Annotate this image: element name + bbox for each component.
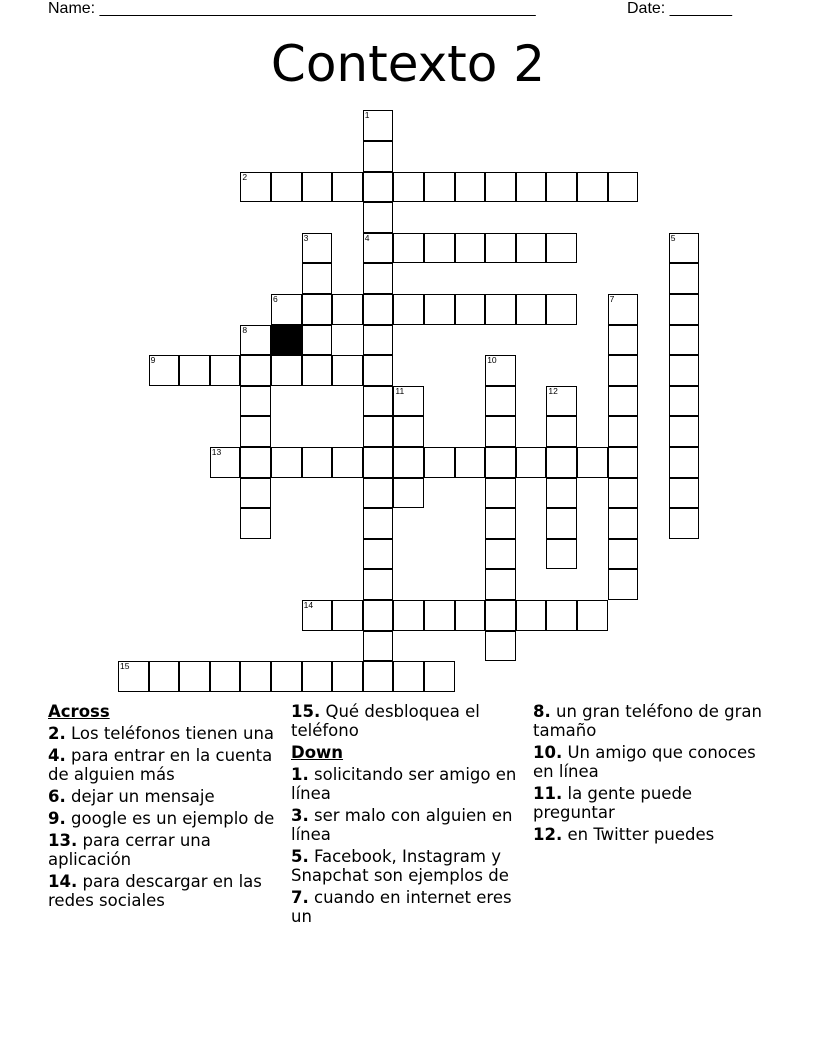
across-clue [48,831,278,869]
clue-text: Un amigo que conoces en línea [533,743,756,781]
across-clue [48,746,278,784]
grid-cell[interactable] [363,172,394,203]
grid-cell[interactable] [332,600,363,631]
grid-cell[interactable] [424,294,455,325]
cell-number: 15 [120,661,130,672]
clue-text: en Twitter puedes [567,825,715,844]
across-clue [48,809,278,828]
grid-cell[interactable] [455,447,486,478]
clue-text: Facebook, Instagram y Snapchat son ejemplos de [291,847,509,885]
clue-text: un gran teléfono de gran tamaño [533,702,762,740]
grid-cell[interactable] [210,661,241,692]
page-title: Contexto 2 [270,35,546,93]
cell-number: 11 [395,385,405,396]
grid-cell[interactable] [271,447,302,478]
grid-cell[interactable] [332,447,363,478]
grid-cell[interactable] [608,172,639,203]
clue-text: dejar un mensaje [71,787,215,806]
clue-number: 5. [291,847,309,866]
cell-number: 14 [303,600,314,610]
down-clue [291,765,521,803]
grid-cell[interactable] [393,416,424,447]
grid-cell[interactable] [669,325,700,356]
clue-number: 15. [291,702,321,721]
grid-cell[interactable] [240,325,271,356]
grid-cell[interactable] [179,661,210,692]
grid-cell[interactable] [485,172,516,203]
grid-cell[interactable] [608,447,639,478]
grid-cell[interactable] [332,355,363,386]
across-clue [48,787,278,806]
grid-cell[interactable] [363,478,394,509]
grid-cell[interactable] [332,294,363,325]
blocked-cell [271,325,302,356]
grid-cell[interactable] [669,263,700,294]
grid-cell[interactable] [577,447,608,478]
grid-cell[interactable] [363,325,394,356]
grid-cell[interactable] [485,355,516,386]
grid-cell[interactable] [424,447,455,478]
grid-cell[interactable] [240,386,271,417]
grid-cell[interactable] [302,325,333,356]
grid-cell[interactable] [455,294,486,325]
grid-cell[interactable] [546,172,577,203]
grid-cell[interactable] [302,600,333,631]
grid-cell[interactable] [485,631,516,662]
grid-cell[interactable] [577,600,608,631]
grid-cell[interactable] [302,447,333,478]
grid-cell[interactable] [240,416,271,447]
grid-cell[interactable] [669,416,700,447]
grid-cell[interactable] [424,600,455,631]
clue-text: para cerrar una aplicación [48,831,211,869]
grid-cell[interactable] [210,355,241,386]
clue-text: Los teléfonos tienen una [71,724,275,743]
grid-cell[interactable] [669,478,700,509]
grid-cell[interactable] [179,355,210,386]
grid-cell[interactable] [485,294,516,325]
down-clue [533,743,763,781]
grid-cell[interactable] [149,661,180,692]
grid-cell[interactable] [332,172,363,203]
grid-cell[interactable] [393,661,424,692]
grid-cell[interactable] [393,386,424,417]
clue-number: 9. [48,809,66,828]
grid-cell[interactable] [608,325,639,356]
grid-cell[interactable] [210,447,241,478]
grid-cell[interactable] [669,355,700,386]
clues-column-2 [291,702,521,929]
name-field[interactable]: Name: _________________________________________________ [48,0,536,17]
across-heading: Across [48,702,110,721]
grid-cell[interactable] [271,355,302,386]
clues-column-1 [48,702,278,913]
grid-cell[interactable] [608,478,639,509]
grid-cell[interactable] [393,478,424,509]
grid-cell[interactable] [363,508,394,539]
down-clue [533,702,763,740]
cell-number: 5 [670,232,676,243]
grid-cell[interactable] [424,661,455,692]
clue-text: para descargar en las redes sociales [48,872,262,910]
grid-cell[interactable] [363,263,394,294]
clue-number: 14. [48,872,78,891]
cell-number: 8 [242,324,248,335]
grid-cell[interactable] [516,294,547,325]
clue-number: 3. [291,806,309,825]
grid-cell[interactable] [546,478,577,509]
grid-cell[interactable] [608,386,639,417]
grid-cell[interactable] [516,233,547,264]
clue-text: para entrar en la cuenta de alguien más [48,746,273,784]
grid-cell[interactable] [240,355,271,386]
grid-cell[interactable] [608,416,639,447]
grid-cell[interactable] [546,416,577,447]
grid-cell[interactable] [363,294,394,325]
clue-number: 2. [48,724,66,743]
grid-cell[interactable] [669,386,700,417]
grid-cell[interactable] [363,202,394,233]
clue-number: 1. [291,765,309,784]
grid-cell[interactable] [669,508,700,539]
cell-number: 13 [211,447,222,457]
down-heading: Down [291,743,344,762]
grid-cell[interactable] [546,508,577,539]
grid-cell[interactable] [332,661,363,692]
clue-number: 13. [48,831,78,850]
down-clue [533,825,763,844]
down-clue [533,784,763,822]
clue-number: 10. [533,743,563,762]
grid-cell[interactable] [546,233,577,264]
clue-number: 7. [291,888,309,907]
clue-text: ser malo con alguien en línea [291,806,513,844]
cell-number: 4 [364,232,370,243]
grid-cell[interactable] [485,600,516,631]
grid-cell[interactable] [485,539,516,570]
grid-cell[interactable] [363,631,394,662]
grid-cell[interactable] [302,233,333,264]
clue-text: google es un ejemplo de [71,809,275,828]
grid-cell[interactable] [608,508,639,539]
grid-cell[interactable] [546,539,577,570]
cell-number: 9 [150,355,156,366]
clue-number: 12. [533,825,563,844]
grid-cell[interactable] [393,294,424,325]
grid-cell[interactable] [393,233,424,264]
down-clue [291,806,521,844]
across-clue [48,724,278,743]
down-clue [291,847,521,885]
grid-cell[interactable] [485,447,516,478]
grid-cell[interactable] [302,355,333,386]
grid-cell[interactable] [424,172,455,203]
cell-number: 2 [242,171,248,182]
grid-cell[interactable] [516,172,547,203]
grid-cell[interactable] [240,447,271,478]
grid-cell[interactable] [302,294,333,325]
grid-cell[interactable] [485,478,516,509]
grid-cell[interactable] [363,110,394,141]
grid-cell[interactable] [455,600,486,631]
grid-cell[interactable] [271,172,302,203]
grid-cell[interactable] [516,600,547,631]
grid-cell[interactable] [485,569,516,600]
grid-cell[interactable] [363,600,394,631]
cell-number: 7 [609,294,615,304]
grid-cell[interactable] [577,172,608,203]
cell-number: 10 [487,355,497,366]
grid-cell[interactable] [546,600,577,631]
grid-cell[interactable] [424,233,455,264]
clue-text: solicitando ser amigo en línea [291,765,517,803]
grid-cell[interactable] [546,294,577,325]
grid-cell[interactable] [118,661,149,692]
grid-cell[interactable] [363,386,394,417]
grid-cell[interactable] [455,172,486,203]
clue-text: cuando en internet eres un [291,888,512,926]
clue-number: 6. [48,787,66,806]
grid-cell[interactable] [240,661,271,692]
grid-cell[interactable] [363,355,394,386]
clue-text: Qué desbloquea el teléfono [291,702,480,740]
grid-cell[interactable] [608,355,639,386]
across-clue [48,872,278,910]
grid-cell[interactable] [393,600,424,631]
grid-cell[interactable] [608,539,639,570]
grid-cell[interactable] [393,447,424,478]
grid-cell[interactable] [516,447,547,478]
grid-cell[interactable] [363,141,394,172]
grid-cell[interactable] [485,508,516,539]
grid-cell[interactable] [363,447,394,478]
grid-cell[interactable] [363,661,394,692]
across-clue [291,702,521,740]
grid-cell[interactable] [608,569,639,600]
cell-number: 3 [303,232,309,243]
clue-number: 4. [48,746,66,765]
clue-number: 11. [533,784,563,803]
grid-cell[interactable] [608,294,639,325]
down-clue [291,888,521,926]
grid-cell[interactable] [302,263,333,294]
clues-column-3 [533,702,763,847]
grid-cell[interactable] [271,294,302,325]
grid-cell[interactable] [363,539,394,570]
grid-cell[interactable] [669,447,700,478]
grid-cell[interactable] [302,661,333,692]
clue-text: la gente puede preguntar [533,784,693,822]
date-field[interactable]: Date: _______ [627,0,732,17]
grid-cell[interactable] [546,447,577,478]
grid-cell[interactable] [669,233,700,264]
grid-cell[interactable] [393,172,424,203]
grid-cell[interactable] [363,416,394,447]
grid-cell[interactable] [669,294,700,325]
grid-cell[interactable] [363,569,394,600]
grid-cell[interactable] [240,478,271,509]
grid-cell[interactable] [485,233,516,264]
grid-cell[interactable] [485,416,516,447]
grid-cell[interactable] [149,355,180,386]
grid-cell[interactable] [271,661,302,692]
grid-cell[interactable] [240,508,271,539]
cell-number: 1 [364,110,370,121]
grid-cell[interactable] [302,172,333,203]
grid-cell[interactable] [485,386,516,417]
grid-cell[interactable] [363,233,394,264]
clue-number: 8. [533,702,551,721]
grid-cell[interactable] [546,386,577,417]
cell-number: 12 [548,385,558,396]
grid-cell[interactable] [240,172,271,203]
cell-number: 6 [273,294,278,304]
grid-cell[interactable] [455,233,486,264]
